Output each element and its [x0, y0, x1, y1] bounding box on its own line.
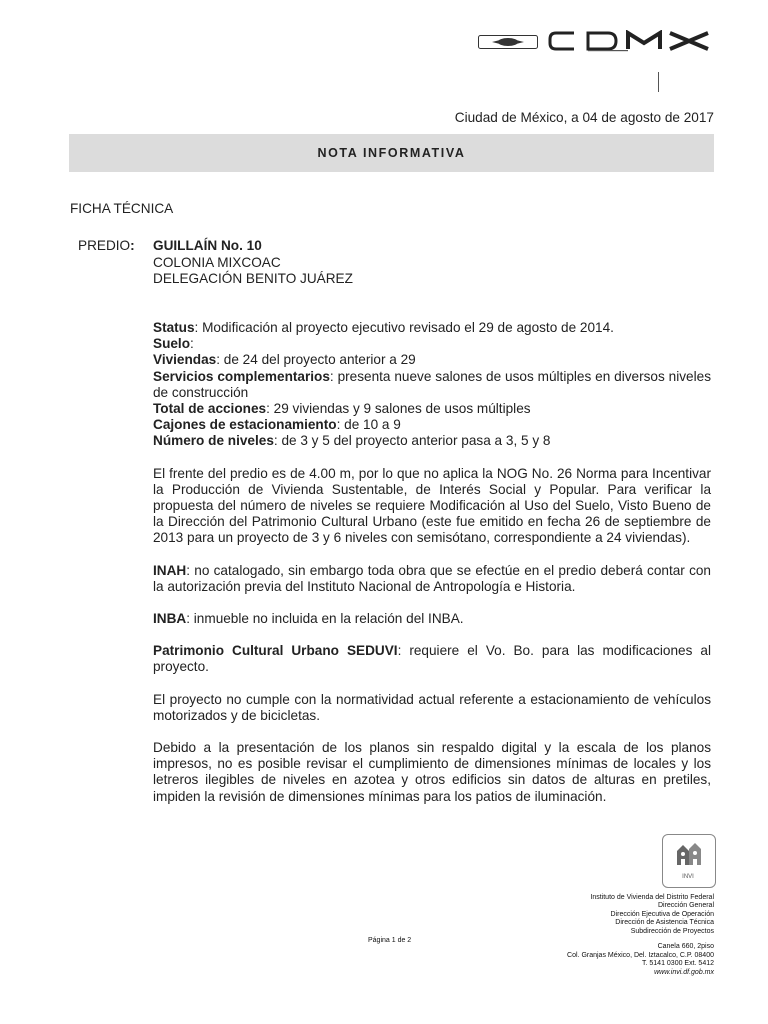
org-line: Dirección Ejecutiva de Operación [610, 910, 714, 918]
fact-status: Status: Modificación al proyecto ejecutivo revisado el 29 de agosto de 2014. [153, 320, 614, 335]
fact-cajones: Cajones de estacionamiento: de 10 a 9 [153, 417, 401, 433]
date-line: Ciudad de México, a 04 de agosto de 2017 [454, 110, 714, 125]
document-body [153, 320, 711, 805]
section-label: FICHA TÉCNICA [70, 201, 174, 216]
fact-total-acciones: Total de acciones: 29 viviendas y 9 salones de usos múltiples [153, 401, 531, 417]
predio-address [153, 238, 353, 288]
org-line: Dirección General [657, 902, 714, 910]
org-line: Subdirección de Proyectos [630, 927, 714, 935]
predio-colonia: COLONIA MIXCOAC [153, 254, 281, 270]
cdmx-logo [548, 30, 716, 52]
header-divider-mark [658, 72, 659, 92]
org-line: Instituto de Vivienda del Distrito Federal [590, 894, 714, 901]
predio-label: PREDIO: [78, 238, 135, 253]
predio-street: GUILLAÍN No. 10 [153, 238, 262, 253]
footer-address [567, 943, 714, 977]
house-icon [663, 835, 715, 875]
paragraph-inah: INAH: no catalogado, sin embargo toda obra que se efectúe en el predio deberá contar con la autorización previa del Instituto Nacional de Antropología e Historia. [153, 562, 711, 594]
title-band [69, 134, 714, 172]
website-link[interactable]: www.invi.df.gob.mx [654, 968, 714, 976]
address-line: Col. Granjas México, Del. Iztacalco, C.P. 08400 [567, 951, 714, 959]
paragraph-frente: El frente del predio es de 4.00 m, por lo que no aplica la NOG No. 26 Norma para Incentivar la Producción de Vivienda Sustentable, de Interés Social y Popular. Para verificar la propuesta del número de niveles se requiere Modificación al Uso del Suelo, Visto Bueno de la Dirección del Patrimonio Cultural Urbano (este fue emitido en fecha 26 de septiembre de 2013 para un proyecto de 3 y 6 niveles con semisótano, correspondiente a 24 viviendas). [153, 465, 711, 546]
fact-suelo: Suelo: [153, 336, 194, 352]
org-line: Dirección de Asistencia Técnica [615, 919, 714, 927]
paragraph-estacionamiento: El proyecto no cumple con la normatividad actual referente a estacionamiento de vehículos motorizados y de bicicletas. [153, 691, 711, 723]
footer-organization [590, 894, 714, 936]
paragraph-inba: INBA: inmueble no incluida en la relación del INBA. [153, 611, 464, 627]
government-seal-logo [478, 35, 538, 49]
fact-servicios: Servicios complementarios: presenta nueve salones de usos múltiples en diversos niveles de construcción [153, 368, 711, 400]
address-line: Canela 660, 2piso [657, 943, 714, 950]
fact-niveles: Número de niveles: de 3 y 5 del proyecto anterior pasa a 3, 5 y 8 [153, 433, 551, 449]
invi-label: INVI [682, 874, 694, 880]
document-title: NOTA INFORMATIVA [317, 146, 466, 160]
address-line: T. 5141 0300 Ext. 5412 [642, 960, 714, 968]
predio-delegacion: DELEGACIÓN BENITO JUÁREZ [153, 271, 353, 286]
paragraph-seduvi: Patrimonio Cultural Urbano SEDUVI: requiere el Vo. Bo. para las modificaciones al proyecto. [153, 643, 711, 675]
fact-viviendas: Viviendas: de 24 del proyecto anterior a 29 [153, 352, 416, 368]
page-number: Página 1 de 2 [368, 937, 412, 944]
paragraph-planos: Debido a la presentación de los planos sin respaldo digital y la escala de los planos impresos, no es posible revisar el cumplimiento de dimensiones mínimas de locales y los letreros ilegibles de niveles en azotea y otros edificios sin datos de alturas en pretiles, impiden la revisión de dimensiones mínimas para los patios de iluminación. [153, 740, 711, 804]
